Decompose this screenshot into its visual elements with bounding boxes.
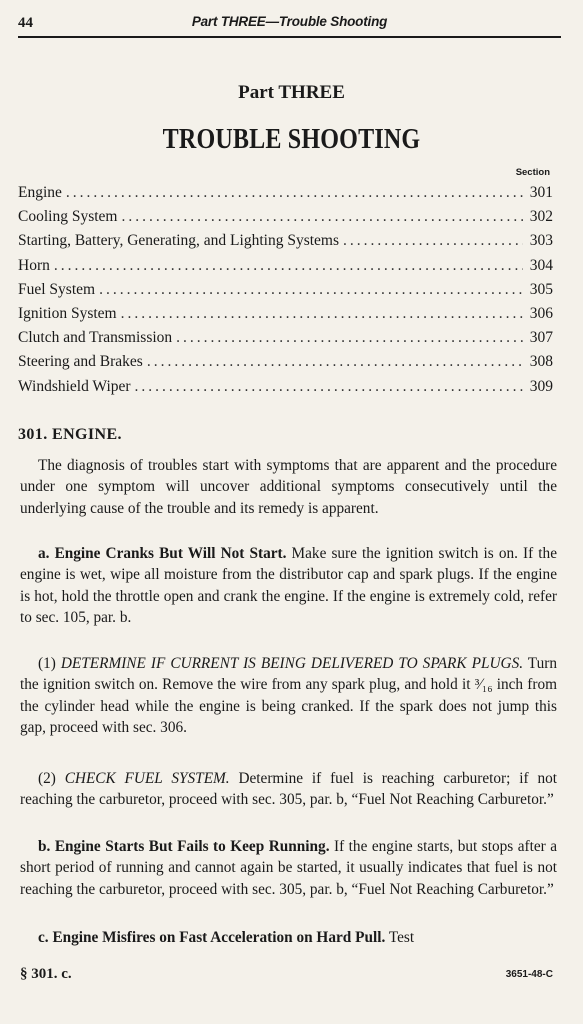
toc-section-number: 307 [529, 329, 553, 347]
section-heading: 301. ENGINE. [18, 426, 122, 443]
running-head: Part THREE—Trouble Shooting [191, 14, 388, 29]
toc-row [18, 232, 553, 256]
toc-title: Windshield Wiper [18, 377, 131, 395]
toc-leader-dots [343, 232, 523, 250]
toc-title: Fuel System [18, 280, 96, 298]
paragraph-b-body: If the engine starts, but stops after a short period of running and cannot again be started, it usually indicates that fuel is not reaching the carburetor, proceed with sec. 305, par. b, “Fuel Not Reaching Carburetor.” [20, 838, 557, 898]
toc-leader-dots [135, 378, 523, 396]
toc-leader-dots [121, 305, 523, 323]
toc-row [18, 257, 553, 281]
toc-section-number: 301 [529, 184, 553, 201]
toc-row [18, 329, 553, 353]
footer-code: 3651-48-C [505, 969, 553, 980]
toc-row [18, 208, 553, 232]
part-label: Part THREE [238, 82, 345, 103]
toc-row [18, 353, 553, 377]
paragraph-a2-body: Determine if fuel is reaching carburetor; if not reaching the carburetor, proceed with sec. 305, par. b, “Fuel Not Reaching Carburetor.” [20, 770, 557, 809]
paragraph-a1-body: Turn the ignition switch on. Remove the wire from any spark plug, and hold it ³⁄₁₆ inch from the cylinder head while the engine is being cranked. If the spark does not jump this gap, proceed with sec. 306. [20, 655, 557, 737]
toc-leader-dots [121, 208, 523, 226]
toc-row [18, 184, 553, 208]
paragraph-a1-number: (1) [38, 655, 61, 672]
page-number: 44 [18, 15, 33, 31]
paragraph-c [20, 927, 557, 948]
toc-title: Engine [18, 184, 62, 201]
toc-row [18, 378, 553, 402]
paragraph-a-heading: a. Engine Cranks But Will Not Start. [38, 545, 287, 562]
footer-section-ref: § 301. c. [20, 966, 72, 982]
toc-section-number: 304 [529, 256, 553, 274]
toc-title: Ignition System [18, 304, 117, 322]
toc-leader-dots [66, 184, 523, 202]
paragraph-a2 [20, 768, 557, 811]
toc-leader-dots [147, 353, 523, 371]
paragraph-a2-number: (2) [38, 770, 65, 787]
toc-title: Cooling System [18, 208, 118, 226]
part-title: TROUBLE SHOOTING [162, 124, 421, 155]
toc-row [18, 281, 553, 305]
toc-leader-dots [99, 281, 523, 299]
paragraph-c-body: Test [385, 929, 415, 946]
header-rule [18, 36, 561, 38]
toc-leader-dots [54, 257, 523, 275]
page-header [18, 12, 561, 38]
toc-section-number: 302 [529, 208, 553, 226]
toc-title: Horn [18, 256, 50, 274]
paragraph-a-body: Make sure the ignition switch is on. If the engine is wet, wipe all moisture from the distributor cap and spark plugs. If the engine is hot, hold the throttle open and crank the engine. If the engine is extremely cold, refer to sec. 105, par. b. [20, 545, 557, 627]
paragraph-a [20, 543, 557, 629]
toc-section-number: 309 [529, 377, 553, 395]
toc-leader-dots [176, 329, 523, 347]
intro-paragraph: The diagnosis of troubles start with symptoms that are apparent and the procedure under one symptom will uncover additional symptoms consecutively until the underlying cause of the trouble and its remedy is apparent. [20, 457, 557, 517]
toc-title: Clutch and Transmission [18, 329, 173, 347]
paragraph-a1 [20, 653, 557, 739]
toc-section-number: 308 [529, 353, 553, 371]
paragraph-a2-heading: CHECK FUEL SYSTEM. [64, 770, 230, 787]
toc-row [18, 305, 553, 329]
paragraph-c-heading: c. Engine Misfires on Fast Acceleration on Hard Pull. [38, 929, 386, 946]
toc-section-number: 303 [529, 232, 553, 250]
toc-section-number: 305 [529, 280, 553, 298]
toc-title: Starting, Battery, Generating, and Lighting Systems [18, 232, 339, 250]
paragraph-b [20, 836, 557, 900]
paragraph-b-heading: b. Engine Starts But Fails to Keep Running. [38, 838, 330, 855]
section-column-label: Section [515, 167, 550, 178]
table-of-contents [18, 184, 553, 402]
toc-section-number: 306 [529, 304, 553, 322]
paragraph-a1-heading: DETERMINE IF CURRENT IS BEING DELIVERED TO SPARK PLUGS. [60, 655, 524, 672]
toc-title: Steering and Brakes [18, 353, 143, 371]
